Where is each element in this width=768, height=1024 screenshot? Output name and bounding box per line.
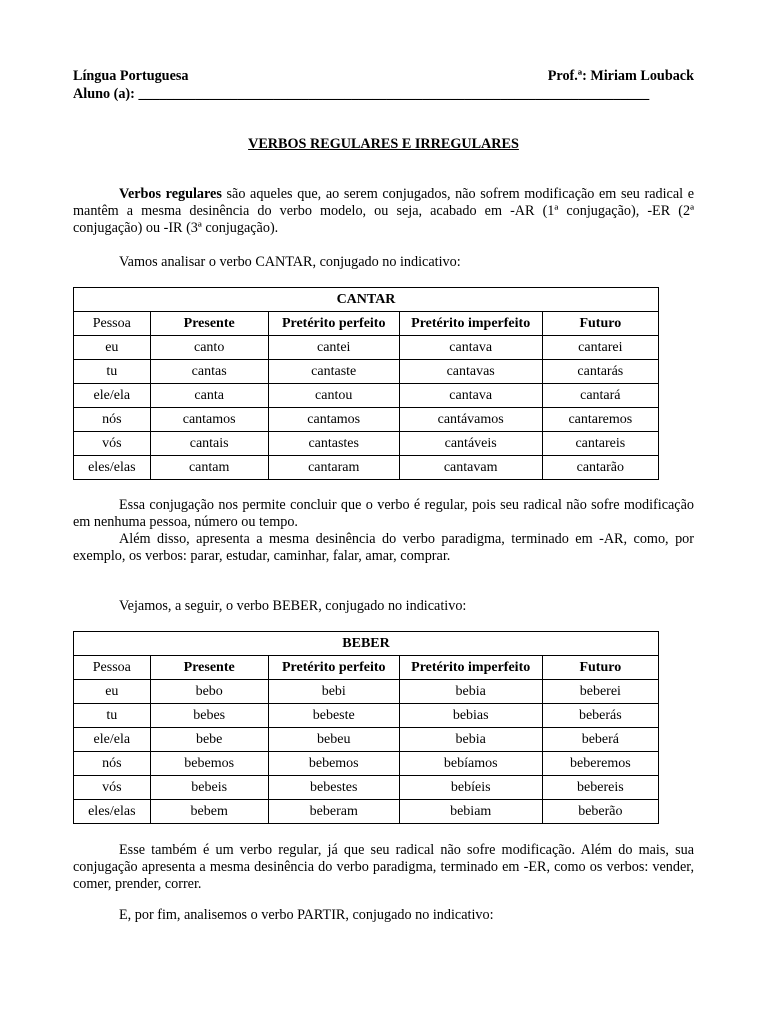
- beber-conclusion-text: Esse também é um verbo regular, já que seu radical não sofre modificação. Além do mais, sua conjugação apresenta a mesma desinência do verbo paradigma, terminado em -ER, como os verbos: vender, comer, prender, correr.: [73, 842, 694, 892]
- cantar-conclusion-2: [73, 531, 694, 565]
- partir-intro-text: E, por fim, analisemos o verbo PARTIR, conjugado no indicativo:: [119, 907, 494, 923]
- conjugation-cell: cantáveis: [399, 432, 542, 456]
- conjugation-cell: cantou: [268, 384, 399, 408]
- conjugation-cell: cantastes: [268, 432, 399, 456]
- table-row: [74, 800, 659, 824]
- conjugation-cell: bebeste: [268, 704, 399, 728]
- conjugation-cell: beberá: [542, 728, 658, 752]
- conjugation-cell: bebo: [150, 680, 268, 704]
- cantar-intro: [73, 254, 694, 271]
- conjugation-cell: cantamos: [268, 408, 399, 432]
- conjugation-cell: beberão: [542, 800, 658, 824]
- conjugation-cell: cantam: [150, 456, 268, 480]
- partir-intro: [73, 907, 694, 924]
- table-row: [74, 360, 659, 384]
- column-header: Pretérito perfeito: [268, 312, 399, 336]
- conjugation-cell: bebemos: [150, 752, 268, 776]
- person-cell: nós: [74, 752, 151, 776]
- conjugation-cell: bebemos: [268, 752, 399, 776]
- table-row: [74, 384, 659, 408]
- conjugation-cell: cantava: [399, 384, 542, 408]
- table-title: CANTAR: [74, 288, 659, 312]
- conjugation-cell: beberam: [268, 800, 399, 824]
- column-header: Futuro: [542, 656, 658, 680]
- conjugation-cell: beberei: [542, 680, 658, 704]
- person-cell: ele/ela: [74, 728, 151, 752]
- beber-conclusion: [73, 842, 694, 893]
- conjugation-cell: cantas: [150, 360, 268, 384]
- conjugation-cell: cantareis: [542, 432, 658, 456]
- cantar-conclusion-1-text: Essa conjugação nos permite concluir que o verbo é regular, pois seu radical não sofre modificação em nenhuma pessoa, número ou tempo.: [73, 497, 694, 530]
- conjugation-cell: cantei: [268, 336, 399, 360]
- column-header: Presente: [150, 312, 268, 336]
- student-label: Aluno (a):: [73, 86, 135, 102]
- conjugation-cell: cantaremos: [542, 408, 658, 432]
- conjugation-cell: bebes: [150, 704, 268, 728]
- conjugation-cell: cantarão: [542, 456, 658, 480]
- conjugation-cell: bebe: [150, 728, 268, 752]
- table-row: [74, 680, 659, 704]
- intro-paragraph: [73, 186, 694, 237]
- cantar-intro-text: Vamos analisar o verbo CANTAR, conjugado no indicativo:: [119, 254, 461, 270]
- cantar-conclusion-2-text: Além disso, apresenta a mesma desinência do verbo paradigma, terminado em -AR, como, por exemplo, os verbos: parar, estudar, caminhar, falar, amar, comprar.: [73, 531, 694, 564]
- column-header: Pretérito perfeito: [268, 656, 399, 680]
- conjugation-cell: bebia: [399, 728, 542, 752]
- table-header-row: [74, 312, 659, 336]
- column-header: Futuro: [542, 312, 658, 336]
- conjugation-cell: cantávamos: [399, 408, 542, 432]
- column-header: Pretérito imperfeito: [399, 312, 542, 336]
- conjugation-cell: cantava: [399, 336, 542, 360]
- conjugation-cell: canta: [150, 384, 268, 408]
- conjugation-cell: beberás: [542, 704, 658, 728]
- student-name-blank: ________________________________________________________________________: [138, 86, 650, 102]
- conjugation-cell: bebeis: [150, 776, 268, 800]
- table-row: [74, 408, 659, 432]
- column-header: Pretérito imperfeito: [399, 656, 542, 680]
- table-title: BEBER: [74, 632, 659, 656]
- beber-intro: [73, 598, 694, 615]
- student-line: [73, 86, 694, 103]
- column-header: Pessoa: [74, 656, 151, 680]
- intro-text: são aqueles que, ao serem conjugados, não sofrem modificação em seu radical e mantêm a mesma desinência do verbo modelo, ou seja, acabado em -AR (1ª conjugação), -ER (2ª conjugação) ou -IR (3ª conjugação).: [73, 186, 694, 236]
- table-row: [74, 752, 659, 776]
- person-cell: eles/elas: [74, 456, 151, 480]
- beber-table: [73, 631, 659, 824]
- conjugation-cell: bebi: [268, 680, 399, 704]
- conjugation-cell: bebiam: [399, 800, 542, 824]
- conjugation-cell: bebia: [399, 680, 542, 704]
- person-cell: eles/elas: [74, 800, 151, 824]
- conjugation-cell: cantará: [542, 384, 658, 408]
- conjugation-cell: bebíamos: [399, 752, 542, 776]
- document-header: [73, 68, 694, 85]
- table-row: [74, 776, 659, 800]
- cantar-conclusion-1: [73, 497, 694, 531]
- person-cell: ele/ela: [74, 384, 151, 408]
- conjugation-cell: bebereis: [542, 776, 658, 800]
- person-cell: vós: [74, 432, 151, 456]
- conjugation-cell: cantarei: [542, 336, 658, 360]
- person-cell: tu: [74, 360, 151, 384]
- beber-intro-text: Vejamos, a seguir, o verbo BEBER, conjugado no indicativo:: [119, 598, 467, 614]
- subject-label: Língua Portuguesa: [73, 68, 189, 84]
- conjugation-cell: bebeu: [268, 728, 399, 752]
- person-cell: nós: [74, 408, 151, 432]
- person-cell: tu: [74, 704, 151, 728]
- person-cell: vós: [74, 776, 151, 800]
- column-header: Pessoa: [74, 312, 151, 336]
- conjugation-cell: cantamos: [150, 408, 268, 432]
- table-row: [74, 456, 659, 480]
- conjugation-cell: bebíeis: [399, 776, 542, 800]
- table-header-row: [74, 656, 659, 680]
- conjugation-cell: cantarás: [542, 360, 658, 384]
- conjugation-cell: bebias: [399, 704, 542, 728]
- conjugation-cell: cantaram: [268, 456, 399, 480]
- person-cell: eu: [74, 336, 151, 360]
- person-cell: eu: [74, 680, 151, 704]
- column-header: Presente: [150, 656, 268, 680]
- teacher-label: Prof.ª: Miriam Louback: [547, 68, 694, 84]
- table-row: [74, 336, 659, 360]
- page-title: VERBOS REGULARES E IRREGULARES: [248, 136, 519, 152]
- conjugation-cell: bebem: [150, 800, 268, 824]
- conjugation-cell: canto: [150, 336, 268, 360]
- table-row: [74, 728, 659, 752]
- conjugation-cell: cantavas: [399, 360, 542, 384]
- conjugation-cell: cantavam: [399, 456, 542, 480]
- conjugation-cell: cantaste: [268, 360, 399, 384]
- conjugation-cell: cantais: [150, 432, 268, 456]
- conjugation-cell: beberemos: [542, 752, 658, 776]
- conjugation-cell: bebestes: [268, 776, 399, 800]
- table-row: [74, 432, 659, 456]
- intro-bold-term: Verbos regulares: [119, 186, 222, 202]
- cantar-table: [73, 287, 659, 480]
- table-row: [74, 704, 659, 728]
